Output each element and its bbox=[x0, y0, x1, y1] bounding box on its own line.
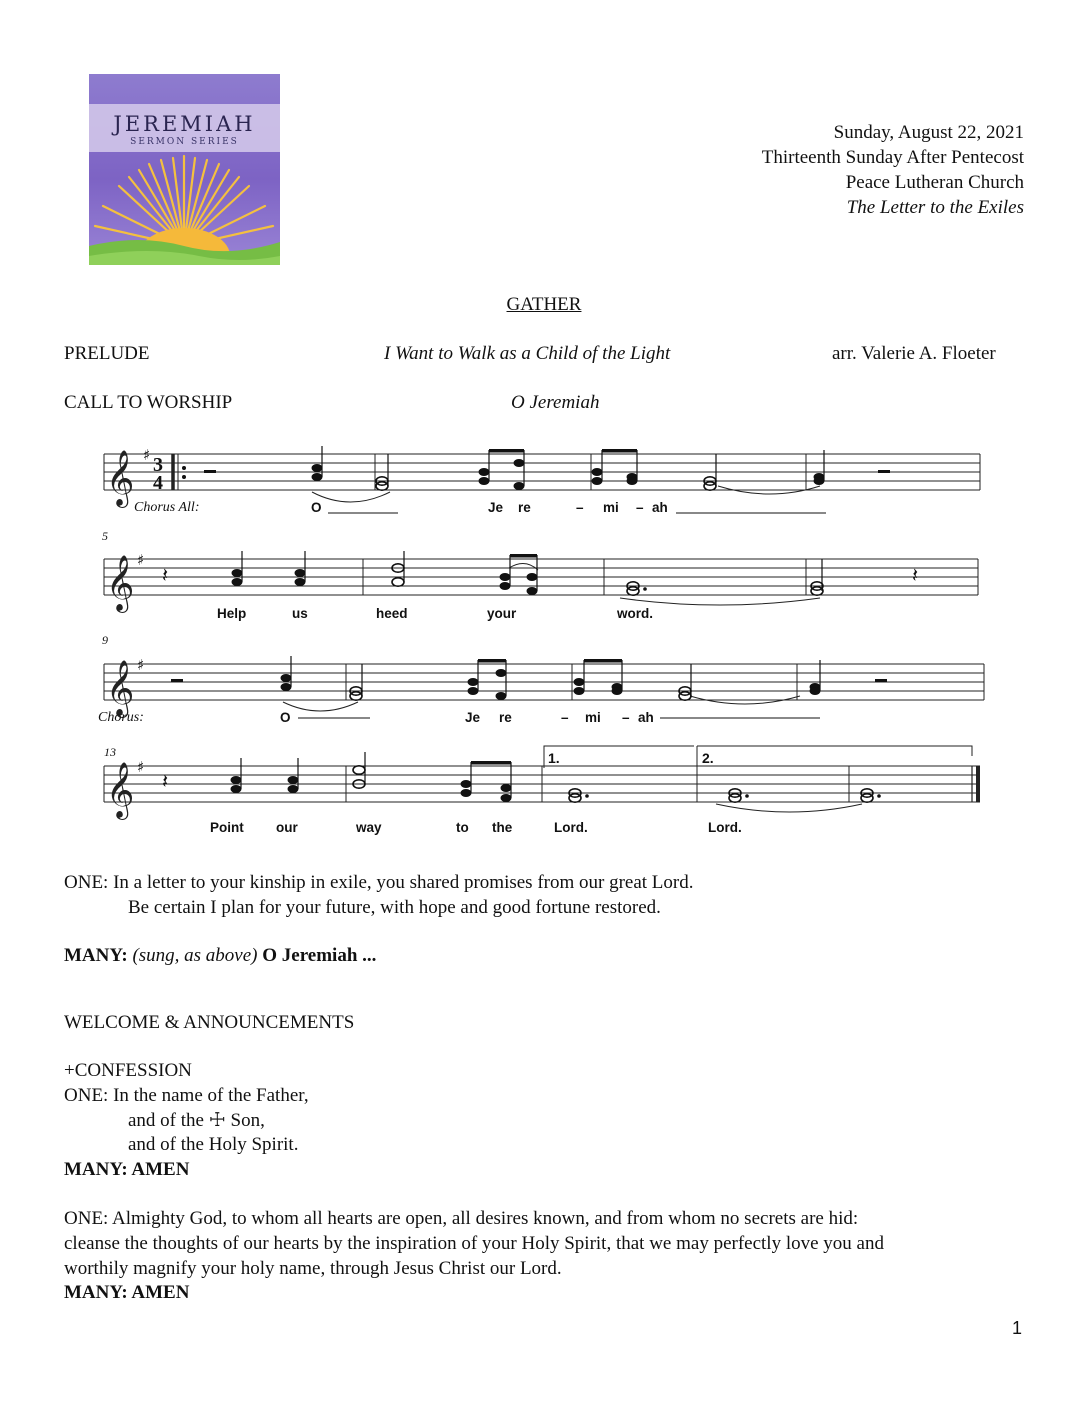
confession-heading: +CONFESSION bbox=[64, 1060, 192, 1081]
lyric-hyphen: – bbox=[622, 710, 630, 725]
prayer-line-3: worthily magnify your holy name, through Jesus Christ our Lord. bbox=[64, 1258, 562, 1279]
confession-line-1: ONE: In the name of the Father, bbox=[64, 1085, 309, 1106]
measure-number: 13 bbox=[104, 745, 116, 759]
treble-clef-icon: 𝄞 bbox=[106, 660, 135, 716]
lyric-syllable: re bbox=[499, 710, 512, 725]
lyric-syllable: word. bbox=[617, 606, 653, 621]
logo-subtitle: SERMON SERIES bbox=[130, 137, 239, 147]
lyric-syllable: your bbox=[487, 606, 517, 621]
call-to-worship-label: CALL TO WORSHIP bbox=[64, 392, 233, 413]
many-text: O Jeremiah ... bbox=[262, 945, 377, 966]
sharp-icon: ♯ bbox=[137, 758, 145, 776]
measure-number: 9 bbox=[102, 633, 108, 647]
quarter-rest-icon: 𝄽 bbox=[912, 563, 919, 587]
confession-response: MANY: AMEN bbox=[64, 1159, 190, 1180]
service-occasion: Thirteenth Sunday After Pentecost bbox=[761, 147, 1024, 168]
lyric-syllable: our bbox=[276, 820, 298, 835]
lyric-syllable: Help bbox=[217, 606, 247, 621]
treble-clef-icon: 𝄞 bbox=[106, 762, 135, 818]
many-response-line bbox=[64, 944, 376, 968]
sharp-icon: ♯ bbox=[137, 551, 145, 569]
call-line-2: Be certain I plan for your future, with hope and good fortune restored. bbox=[128, 897, 661, 918]
confession-line-3: and of the Holy Spirit. bbox=[128, 1134, 299, 1155]
prayer-response: MANY: AMEN bbox=[64, 1282, 190, 1303]
sharp-icon: ♯ bbox=[143, 446, 151, 464]
jeremiah-sermon-series-logo bbox=[89, 74, 280, 265]
chorus-label: Chorus: bbox=[98, 710, 144, 725]
lyric-syllable: way bbox=[356, 820, 382, 835]
first-ending-label: 1. bbox=[548, 750, 560, 766]
lyric-syllable: ah bbox=[638, 710, 654, 725]
lyric-syllable: Lord. bbox=[708, 820, 742, 835]
prelude-label: PRELUDE bbox=[64, 343, 150, 364]
staff-row-1 bbox=[104, 454, 980, 490]
lyric-syllable: to bbox=[456, 820, 469, 835]
quarter-rest-icon: 𝄽 bbox=[162, 563, 169, 587]
lyric-syllable: us bbox=[292, 606, 308, 621]
page-number: 1 bbox=[1011, 1318, 1022, 1338]
many-label: MANY: bbox=[64, 945, 128, 966]
time-signature-top: 3 bbox=[153, 454, 163, 476]
staff-row-2 bbox=[104, 559, 978, 595]
second-ending-label: 2. bbox=[702, 750, 714, 766]
many-note: (sung, as above) bbox=[132, 945, 258, 966]
lyric-syllable: mi bbox=[603, 500, 619, 515]
welcome-heading: WELCOME & ANNOUNCEMENTS bbox=[64, 1012, 355, 1033]
confession-line-2: and of the ☩ Son, bbox=[128, 1110, 265, 1131]
lyric-syllable: Lord. bbox=[554, 820, 588, 835]
service-date: Sunday, August 22, 2021 bbox=[833, 122, 1024, 143]
lyric-syllable: Je bbox=[465, 710, 481, 725]
lyric-syllable: O bbox=[280, 710, 291, 725]
lyric-hyphen: – bbox=[561, 710, 569, 725]
lyric-syllable: O bbox=[311, 500, 322, 515]
chorus-all-label: Chorus All: bbox=[134, 500, 200, 515]
lyric-syllable: Point bbox=[210, 820, 244, 835]
lyric-syllable: Je bbox=[488, 500, 504, 515]
church-name: Peace Lutheran Church bbox=[845, 172, 1024, 193]
staff-row-3 bbox=[104, 664, 984, 700]
prelude-title: I Want to Walk as a Child of the Light bbox=[384, 343, 671, 364]
prayer-line-2: cleanse the thoughts of our hearts by the inspiration of your Holy Spirit, that we may perfectly love you and bbox=[64, 1233, 884, 1254]
treble-clef-icon: 𝄞 bbox=[106, 555, 135, 611]
lyric-syllable: heed bbox=[376, 606, 408, 621]
lyric-syllable: the bbox=[492, 820, 513, 835]
prelude-arranger: arr. Valerie A. Floeter bbox=[832, 343, 996, 364]
lyric-hyphen: – bbox=[576, 500, 584, 515]
lyric-syllable: re bbox=[518, 500, 531, 515]
lyric-hyphen: – bbox=[636, 500, 644, 515]
lyric-syllable: mi bbox=[585, 710, 601, 725]
call-to-worship-title: O Jeremiah bbox=[511, 392, 600, 413]
call-line-1: ONE: In a letter to your kinship in exile, you shared promises from our great Lord. bbox=[64, 872, 694, 893]
prayer-line-1: ONE: Almighty God, to whom all hearts are open, all desires known, and from whom no secrets are hid: bbox=[64, 1208, 859, 1229]
music-score bbox=[0, 430, 1088, 850]
sermon-title: The Letter to the Exiles bbox=[846, 197, 1024, 218]
quarter-rest-icon: 𝄽 bbox=[162, 769, 169, 793]
logo-title: JEREMIAH bbox=[113, 112, 256, 136]
lyric-syllable: ah bbox=[652, 500, 668, 515]
measure-number: 5 bbox=[102, 529, 108, 543]
section-heading-gather: GATHER bbox=[506, 294, 582, 315]
sharp-icon: ♯ bbox=[137, 656, 145, 674]
treble-clef-icon: 𝄞 bbox=[106, 450, 135, 506]
logo-image bbox=[89, 74, 280, 265]
time-signature-bottom: 4 bbox=[153, 472, 163, 494]
